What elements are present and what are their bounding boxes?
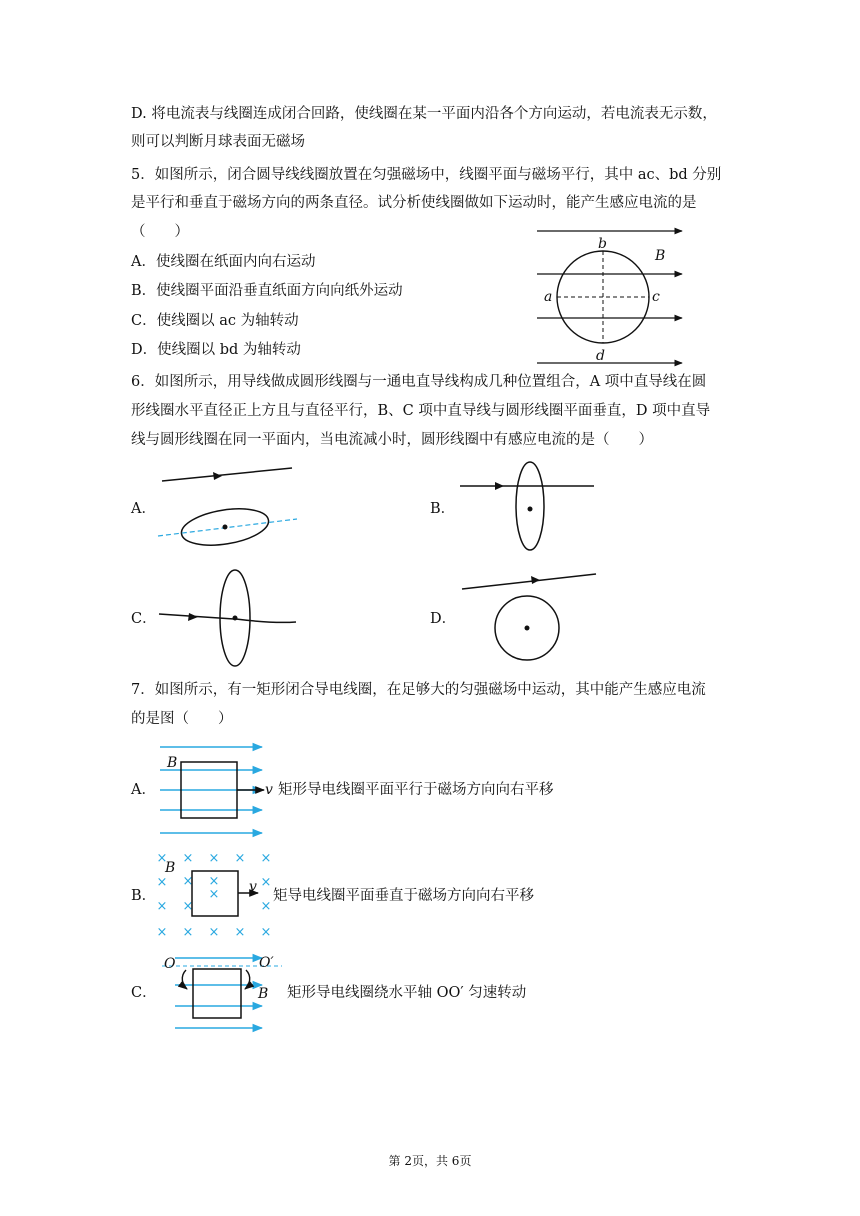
svg-text:×: ×	[208, 851, 220, 866]
q6-figure-c	[159, 570, 296, 666]
q6-label-c: C．	[131, 611, 157, 627]
svg-text:×: ×	[156, 925, 168, 940]
svg-text:×: ×	[156, 899, 168, 914]
q7c-label-O: O	[164, 956, 176, 972]
q7-stem-line1: 7．如图所示，有一矩形闭合导电线圈，在足够大的匀强磁场中运动，其中能产生感应电流	[131, 682, 706, 698]
q7-label-c: C．	[131, 985, 157, 1001]
q6-label-b: B．	[430, 501, 456, 517]
q4-option-d-line2: 则可以判断月球表面无磁场	[131, 134, 305, 150]
q7c-label-Oprime: O′	[259, 955, 274, 971]
q5-option-a: A．使线圈在纸面内向右运动	[131, 254, 316, 270]
q7-stem-line2: 的是图（ ）	[131, 711, 233, 727]
q6-stem-line2: 形线圈水平直径正上方且与直径平行，B、C 项中直导线与圆形线圈平面垂直，D 项中直导	[131, 403, 711, 419]
q7-label-a: A．	[131, 782, 156, 798]
q7b-label-v: v	[249, 879, 257, 895]
q6-figure-b	[460, 462, 594, 550]
svg-text:×: ×	[182, 925, 194, 940]
q6-label-d: D．	[430, 611, 457, 627]
svg-text:×: ×	[260, 851, 272, 866]
q7-caption-c: 矩形导电线圈绕水平轴 OO′ 匀速转动	[287, 985, 527, 1001]
svg-text:×: ×	[156, 875, 168, 890]
q5-stem-line1: 5．如图所示，闭合圆导线线圈放置在匀强磁场中，线圈平面与磁场平行，其中 ac、bd 分别	[131, 167, 722, 183]
svg-text:×: ×	[260, 925, 272, 940]
q5-stem-line2: 是平行和垂直于磁场方向的两条直径。试分析使线圈做如下运动时，能产生感应电流的是	[131, 195, 697, 211]
q5-label-b: b	[598, 236, 607, 252]
q7-caption-b: 矩导电线圈平面垂直于磁场方向向右平移	[273, 888, 534, 904]
q5-option-d: D．使线圈以 bd 为轴转动	[131, 342, 301, 358]
svg-text:×: ×	[234, 851, 246, 866]
svg-text:×: ×	[156, 851, 168, 866]
q7-caption-a: 矩形导电线圈平面平行于磁场方向向右平移	[278, 782, 554, 798]
svg-text:×: ×	[182, 874, 194, 889]
q6-label-a: A．	[131, 501, 156, 517]
q5-option-b: B．使线圈平面沿垂直纸面方向向纸外运动	[131, 283, 403, 299]
q7a-label-B: B	[167, 755, 178, 771]
svg-text:×: ×	[208, 887, 220, 902]
q5-label-B: B	[655, 248, 666, 264]
svg-text:×: ×	[182, 851, 194, 866]
q7c-label-B: B	[258, 986, 269, 1002]
q4-option-d-line1: D. 将电流表与线圈连成闭合回路，使线圈在某一平面内沿各个方向运动，若电流表无示数，	[131, 106, 717, 122]
svg-text:×: ×	[260, 875, 272, 890]
q6-stem-line1: 6．如图所示，用导线做成圆形线圈与一通电直导线构成几种位置组合，A 项中直导线在圆	[131, 374, 707, 390]
q5-label-c: c	[652, 289, 660, 305]
q5-answer-blank: （ ）	[131, 224, 189, 240]
svg-text:×: ×	[208, 925, 220, 940]
page-footer: 第 2页，共 6页	[388, 1154, 472, 1168]
q5-option-c: C．使线圈以 ac 为轴转动	[131, 313, 299, 329]
svg-text:×: ×	[260, 899, 272, 914]
q6-figure-d	[462, 574, 596, 660]
q6-stem-line3: 线与圆形线圈在同一平面内，当电流减小时，圆形线圈中有感应电流的是（ ）	[131, 432, 653, 448]
q6-figure-a	[158, 468, 297, 551]
svg-text:×: ×	[182, 899, 194, 914]
q7a-label-v: v	[265, 782, 273, 798]
q5-label-d: d	[596, 348, 605, 364]
svg-text:×: ×	[234, 925, 246, 940]
q7b-label-B: B	[165, 860, 176, 876]
svg-text:×: ×	[208, 874, 220, 889]
q5-coil	[557, 251, 649, 343]
q7-label-b: B．	[131, 888, 157, 904]
q5-label-a: a	[544, 289, 553, 305]
